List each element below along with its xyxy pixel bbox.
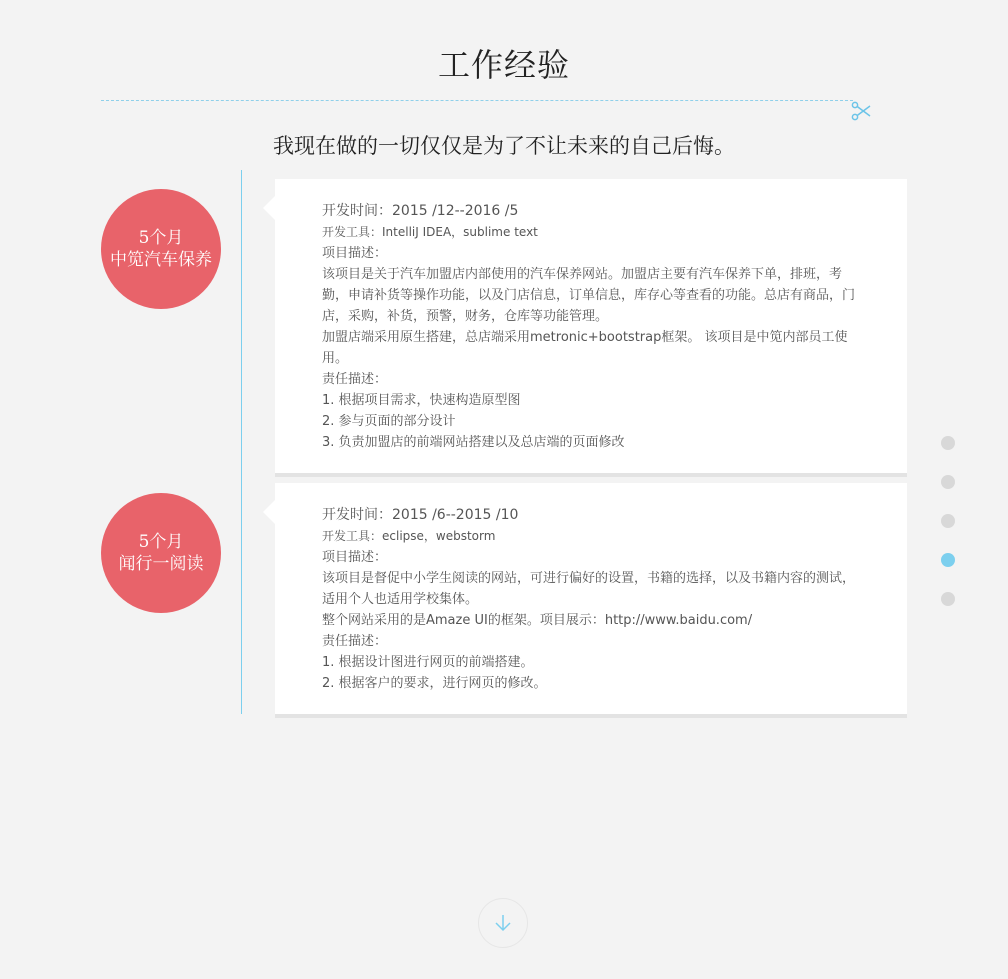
motto: 我现在做的一切仅仅是为了不让未来的自己后悔。 xyxy=(273,134,735,158)
dev-time: 开发时间：2015 /12--2016 /5 xyxy=(322,203,519,219)
resp-item: 2. 根据客户的要求，进行网页的修改。 xyxy=(322,676,547,691)
resp-item: 1. 根据设计图进行网页的前端搭建。 xyxy=(322,655,534,670)
pager-dot-2[interactable] xyxy=(941,475,955,489)
pager-dot-3[interactable] xyxy=(941,514,955,528)
resp-label: 责任描述： xyxy=(322,372,388,387)
desc-paragraph: 该项目是关于汽车加盟店内部使用的汽车保养网站。加盟店主要有汽车保养下单，排班，考勤，申请补货等操作功能，以及门店信息，订单信息，库存心等查看的功能。总店有商品，门店，采购，补货，预警，财务，仓库等功能管理。 xyxy=(322,267,856,324)
desc-label: 项目描述： xyxy=(322,550,388,565)
section-pager xyxy=(941,436,955,631)
dev-time: 开发时间：2015 /6--2015 /10 xyxy=(322,507,519,523)
dashed-divider xyxy=(101,100,853,101)
section-title: 工作经验 xyxy=(437,46,570,84)
timeline-line xyxy=(241,170,242,714)
scissors-icon xyxy=(849,99,873,123)
resp-label: 责任描述： xyxy=(322,634,388,649)
resp-item: 1. 根据项目需求，快速构造原型图 xyxy=(322,393,521,408)
arrow-down-icon xyxy=(492,912,514,934)
experience-card xyxy=(275,179,907,477)
badge-duration: 5个月 xyxy=(138,532,184,552)
pager-dot-5[interactable] xyxy=(941,592,955,606)
dev-tools: 开发工具：IntelliJ IDEA，sublime text xyxy=(322,225,538,239)
duration-badge xyxy=(101,493,221,613)
pager-dot-1[interactable] xyxy=(941,436,955,450)
duration-badge xyxy=(101,189,221,309)
next-section-button[interactable] xyxy=(478,898,528,948)
desc-paragraph: 加盟店端采用原生搭建，总店端采用metronic+bootstrap框架。 该项目是中笕内部员工使用。 xyxy=(322,330,848,366)
pager-dot-4[interactable] xyxy=(941,553,955,567)
badge-duration: 5个月 xyxy=(138,228,184,248)
badge-company: 中笕汽车保养 xyxy=(110,250,212,270)
desc-paragraph: 该项目是督促中小学生阅读的网站，可进行偏好的设置，书籍的选择，以及书籍内容的测试，适用个人也适用学校集体。 xyxy=(322,571,856,607)
badge-company: 闻行一阅读 xyxy=(118,554,204,574)
desc-label: 项目描述： xyxy=(322,246,388,261)
desc-paragraph: 整个网站采用的是Amaze UI的框架。项目展示：http://www.baidu.com/ xyxy=(322,613,753,628)
dev-tools: 开发工具：eclipse，webstorm xyxy=(322,529,496,543)
experience-card xyxy=(275,483,907,718)
resp-item: 3. 负责加盟店的前端网站搭建以及总店端的页面修改 xyxy=(322,435,625,450)
resp-item: 2. 参与页面的部分设计 xyxy=(322,414,456,429)
